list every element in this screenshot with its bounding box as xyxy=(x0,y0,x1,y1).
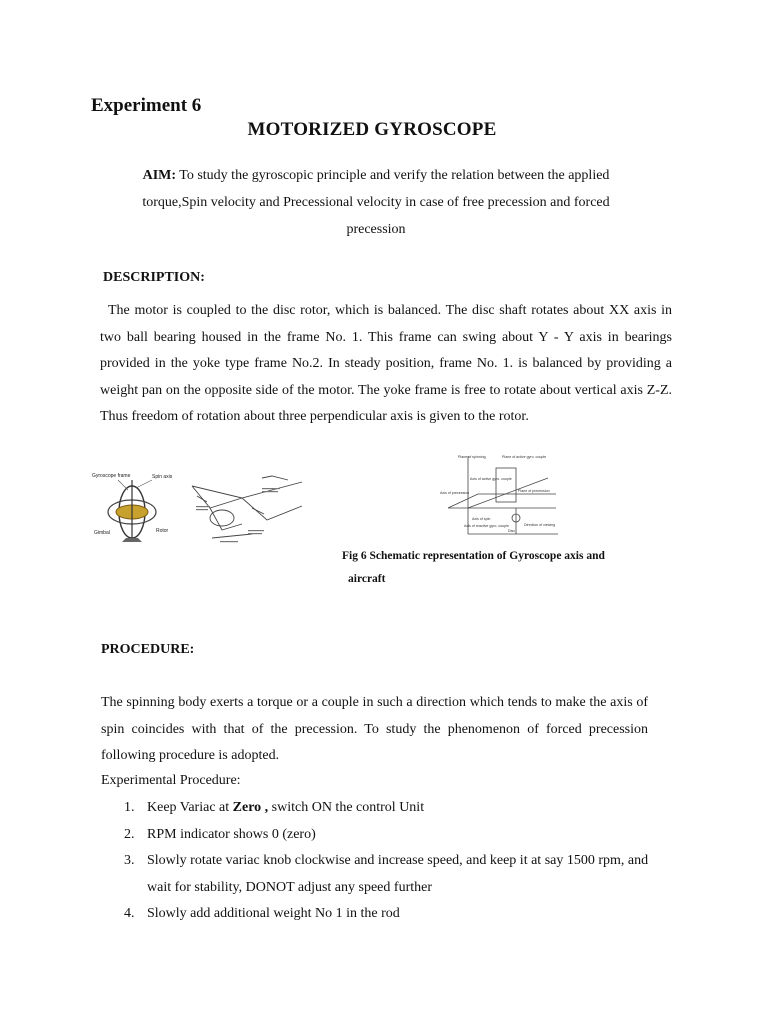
figure-caption-line1: Fig 6 Schematic representation of Gyroscope axis and xyxy=(342,550,605,562)
step-text-bold: Zero , xyxy=(232,800,269,815)
list-item xyxy=(101,795,649,822)
figure-caption xyxy=(342,545,642,591)
step-text-post: switch ON the control Unit xyxy=(268,800,425,815)
schematic-label-axis-spin: Axis of spin xyxy=(472,517,491,521)
list-item xyxy=(101,848,649,901)
step-number: 4. xyxy=(124,906,135,921)
gyro-label-spin-axis: Spin axis xyxy=(152,474,173,480)
schematic-label-axis-reactive: Axis of reactive gyro. couple xyxy=(464,524,509,528)
gyroscope-axis-schematic xyxy=(438,448,562,542)
step-text: Slowly add additional weight No 1 in the rod xyxy=(147,906,400,921)
schematic-label-plane-active: Plane of active gyro. couple xyxy=(502,455,547,459)
schematic-label-disc: Disc xyxy=(508,529,515,533)
figure-caption-line2: aircraft xyxy=(348,573,386,585)
gyroscope-aircraft-figure xyxy=(92,468,312,548)
procedure-steps xyxy=(101,795,649,928)
schematic-label-direction-viewing: Direction of viewing xyxy=(524,523,556,527)
aim-paragraph xyxy=(116,162,636,243)
gyroscope-drawing xyxy=(108,480,156,542)
step-number: 3. xyxy=(124,853,135,868)
experiment-number: Experiment 6 xyxy=(91,95,202,116)
procedure-text: The spinning body exerts a torque or a couple in such a direction which tends to make the axis of spin coincides with that of the precession. To study the phenomenon of forced precession following procedure is adopted. xyxy=(101,695,648,763)
step-text-pre: Keep Variac at xyxy=(147,800,233,815)
list-item xyxy=(101,901,649,928)
schematic-label-plane-spinning: Plane of spinning xyxy=(458,455,486,459)
gyro-label-frame: Gyroscope frame xyxy=(92,473,131,479)
description-text xyxy=(100,298,672,431)
aim-label: AIM: xyxy=(142,168,177,183)
list-item xyxy=(101,822,649,849)
procedure-subheading: Experimental Procedure: xyxy=(101,773,241,788)
aim-text: To study the gyroscopic principle and verify the relation between the applied torque,Spin velocity and Precessional velocity in case of free precession and forced precession xyxy=(142,168,610,237)
description-body: The motor is coupled to the disc rotor, which is balanced. The disc shaft rotates about XX axis in two ball bearing housed in the frame No. 1. This frame can swing about Y - Y axis in bearings provided in the yoke type frame No.2. In steady position, frame No. 1. is balanced by providing a weight pan on the opposite side of the motor. The yoke frame is free to rotate about vertical axis Z-Z. Thus freedom of rotation about three perpendicular axis is given to the rotor. xyxy=(100,303,672,424)
step-text: RPM indicator shows 0 (zero) xyxy=(147,826,316,842)
description-heading: DESCRIPTION: xyxy=(103,270,205,285)
step-text: Slowly rotate variac knob clockwise and increase speed, and keep it at say 1500 rpm, and wait for stability, DONOT adjust any speed further xyxy=(147,853,649,895)
page-title: MOTORIZED GYROSCOPE xyxy=(247,119,497,140)
step-number: 1. xyxy=(124,800,135,815)
gyro-label-rotor: Rotor xyxy=(156,528,169,534)
schematic-label-plane-precession: Plane of precession xyxy=(518,489,550,493)
schematic-label-axis-precession: Axis of precession xyxy=(440,491,470,495)
schematic-label-axis-active: Axis of active gyro. couple xyxy=(470,477,512,481)
procedure-heading: PROCEDURE: xyxy=(101,642,195,657)
gyro-label-gimbal: Gimbal xyxy=(94,530,110,536)
step-number: 2. xyxy=(124,826,135,842)
